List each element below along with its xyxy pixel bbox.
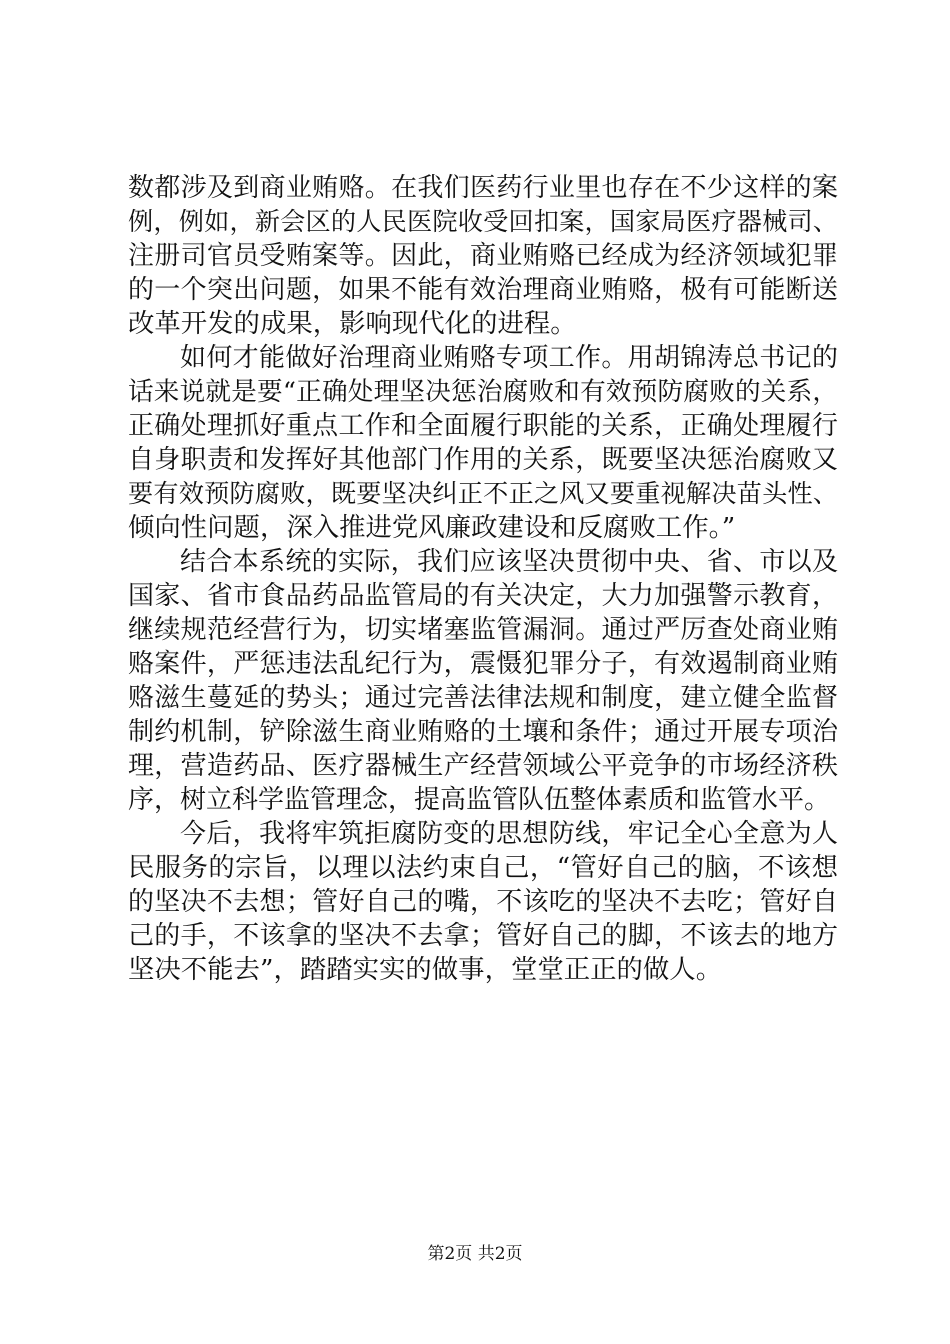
text-line: 序，树立科学监管理念，提高监管队伍整体素质和监管水平。 [128,785,831,815]
text-line: 的坚决不去想；管好自己的嘴，不该吃的坚决不去吃；管好自 [128,887,838,917]
document-body [128,171,838,987]
text-line: 结合本系统的实际，我们应该坚决贯彻中央、省、市以及 [180,547,838,577]
text-line: 例，例如，新会区的人民医院收受回扣案，国家局医疗器械司、 [128,207,838,236]
text-line: 坚决不能去”，踏踏实实的做事，堂堂正正的做人。 [128,954,723,985]
text-line: 数都涉及到商业贿赂。在我们医药行业里也存在不少这样的案 [128,173,838,203]
text-line: 民服务的宗旨，以理以法约束自己，“管好自己的脑，不该想 [128,852,838,883]
text-line: 话来说就是要“正确处理坚决惩治腐败和有效预防腐败的关系， [128,377,838,407]
page-footer [0,1243,950,1265]
text-line: 国家、省市食品药品监管局的有关决定，大力加强警示教育， [128,581,838,611]
text-line: 正确处理抓好重点工作和全面履行职能的关系，正确处理履行 [128,411,838,441]
text-line: 赂案件，严惩违法乱纪行为，震慑犯罪分子，有效遏制商业贿 [128,649,838,679]
text-line: 继续规范经营行为，切实堵塞监管漏洞。通过严厉查处商业贿 [128,615,838,645]
text-line: 制约机制，铲除滋生商业贿赂的土壤和条件；通过开展专项治 [128,717,838,747]
text-line: 赂滋生蔓延的势头；通过完善法律法规和制度，建立健全监督 [128,683,838,713]
text-line: 理，营造药品、医疗器械生产经营领域公平竞争的市场经济秩 [128,751,838,781]
text-line: 今后，我将牢筑拒腐防变的思想防线，牢记全心全意为人 [180,819,838,849]
text-line: 要有效预防腐败，既要坚决纠正不正之风又要重视解决苗头性、 [128,479,838,508]
text-line: 倾向性问题，深入推进党风廉政建设和反腐败工作。” [128,512,736,543]
text-line: 的一个突出问题，如果不能有效治理商业贿赂，极有可能断送 [128,275,838,305]
text-line: 自身职责和发挥好其他部门作用的关系，既要坚决惩治腐败又 [128,445,838,475]
text-line: 注册司官员受贿案等。因此，商业贿赂已经成为经济领域犯罪 [128,241,838,271]
text-line: 如何才能做好治理商业贿赂专项工作。用胡锦涛总书记的 [180,343,838,373]
text-line: 改革开发的成果，影响现代化的进程。 [128,308,577,339]
text-line: 己的手，不该拿的坚决不去拿；管好自己的脚，不该去的地方 [128,921,838,951]
page-number-label: 第2页 共2页 [427,1244,523,1264]
